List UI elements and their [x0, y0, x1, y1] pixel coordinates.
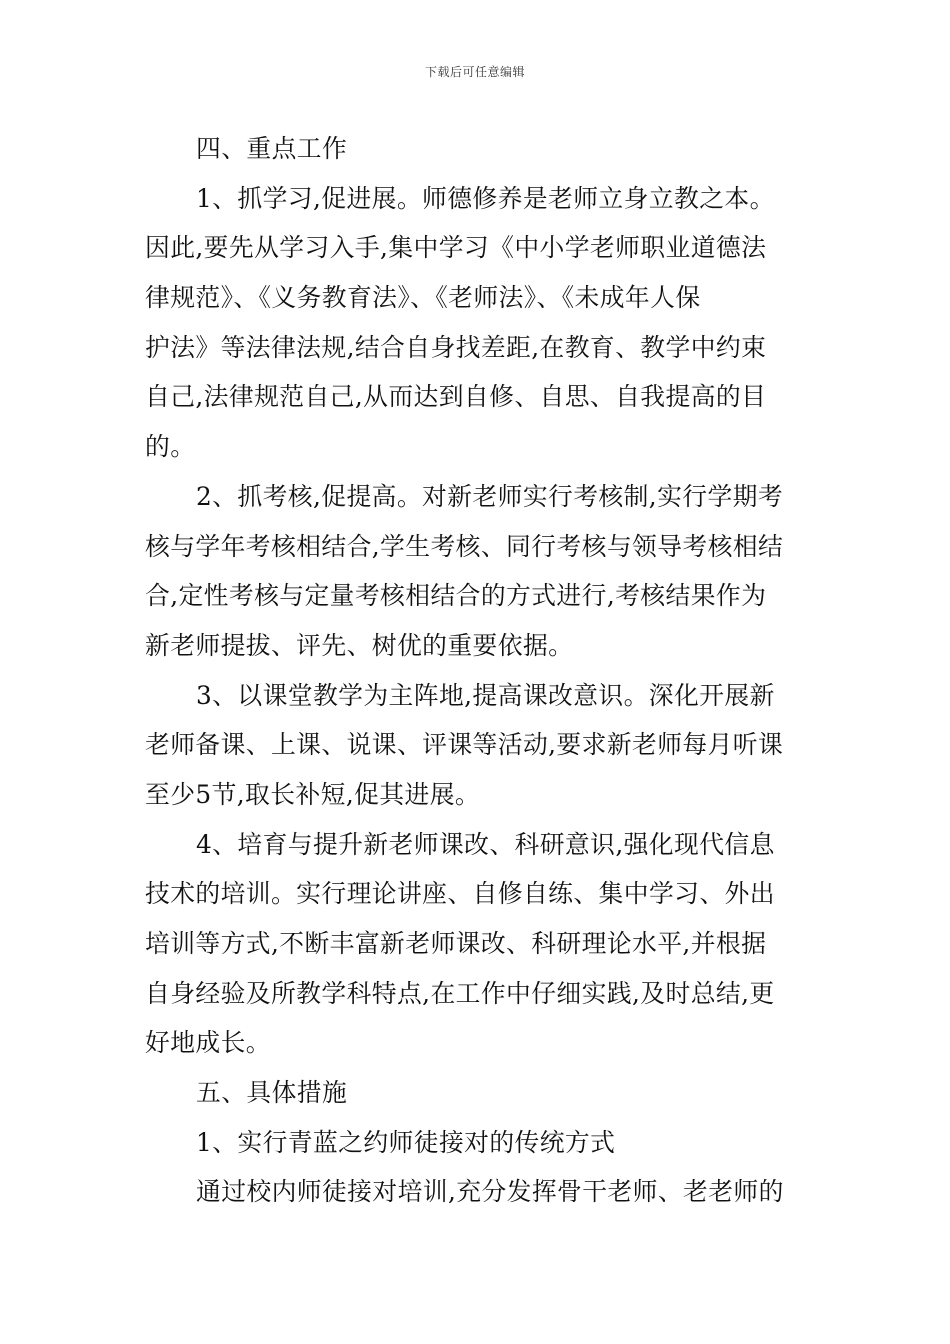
paragraph-line: 1、实行青蓝之约师徒接对的传统方式: [196, 1127, 616, 1157]
paragraph-line: 3、以课堂教学为主阵地,提高课改意识。深化开展新: [196, 680, 775, 710]
section-heading-measures: 五、具体措施: [196, 1078, 348, 1108]
paragraph-line: 通过校内师徒接对培训,充分发挥骨干老师、老老师的: [196, 1177, 784, 1207]
paragraph-line: 4、培育与提升新老师课改、科研意识,强化现代信息: [196, 829, 775, 859]
document-body: [145, 124, 809, 1217]
paragraph-line: 老师备课、上课、说课、评课等活动,要求新老师每月听课: [145, 730, 784, 760]
paragraph-line: 合,定性考核与定量考核相结合的方式进行,考核结果作为: [145, 581, 767, 611]
paragraph-line: 新老师提拔、评先、树优的重要依据。: [145, 630, 574, 660]
section-heading-key-work: 四、重点工作: [196, 134, 348, 163]
paragraph-line: 的。: [145, 432, 196, 462]
paragraph-line: 因此,要先从学习入手,集中学习《中小学老师职业道德法: [145, 233, 767, 263]
paragraph-line: 律规范》、《义务教育法》、《老师法》、《未成年人保: [145, 283, 701, 313]
paragraph-line: 自身经验及所教学科特点,在工作中仔细实践,及时总结,更: [145, 978, 775, 1008]
paragraph-line: 核与学年考核相结合,学生考核、同行考核与领导考核相结: [145, 531, 784, 561]
paragraph-line: 2、抓考核,促提高。对新老师实行考核制,实行学期考: [196, 481, 784, 511]
paragraph-line: 好地成长。: [145, 1028, 271, 1058]
paragraph-line: 1、抓学习,促进展。师德修养是老师立身立教之本。: [196, 183, 775, 213]
paragraph-line: 至少5节,取长补短,促其进展。: [145, 779, 481, 809]
page-header: 下载后可任意编辑: [424, 65, 525, 79]
paragraph-line: 培训等方式,不断丰富新老师课改、科研理论水平,并根据: [145, 929, 767, 958]
paragraph-line: 护法》等法律法规,结合自身找差距,在教育、教学中约束: [145, 332, 767, 362]
paragraph-line: 技术的培训。实行理论讲座、自修自练、集中学习、外出: [145, 879, 775, 909]
paragraph-line: 自己,法律规范自己,从而达到自修、自思、自我提高的目: [145, 382, 767, 412]
